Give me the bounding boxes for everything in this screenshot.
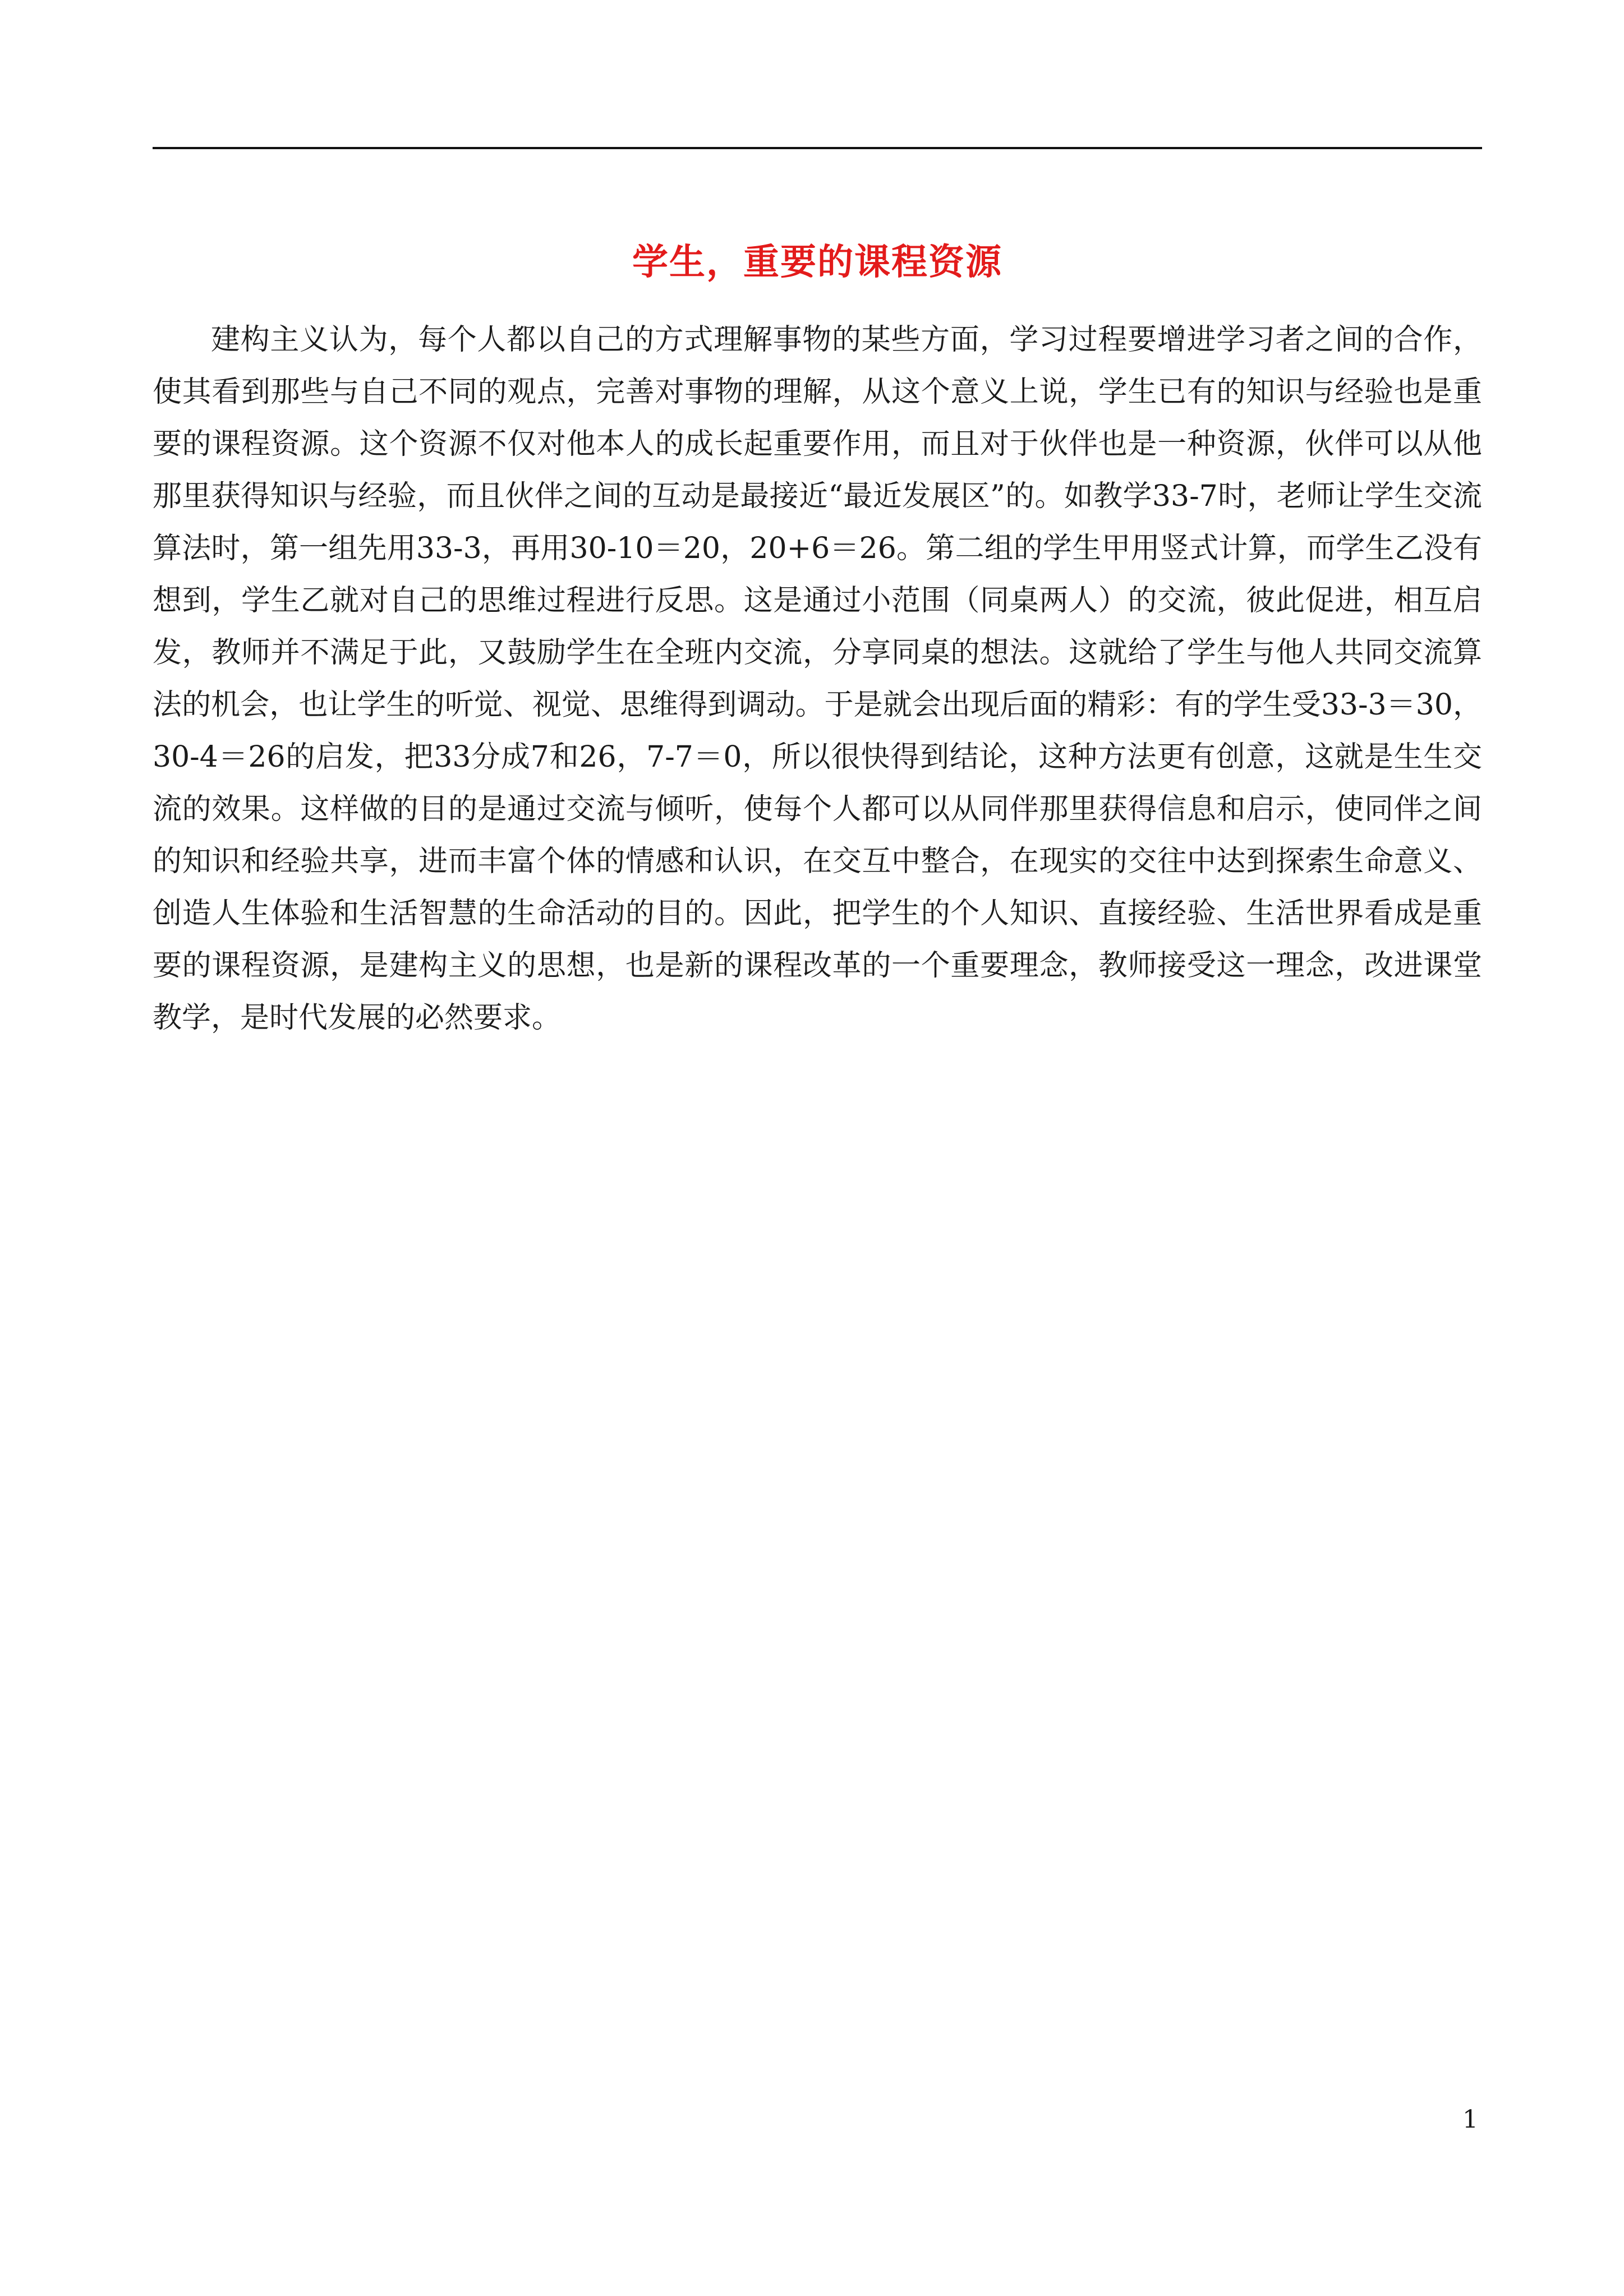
page-number: 1 bbox=[1462, 2105, 1478, 2134]
body-paragraph: 建构主义认为，每个人都以自己的方式理解事物的某些方面，学习过程要增进学习者之间的合作，使其看到那些与自己不同的观点，完善对事物的理解，从这个意义上说，学生已有的知识与经验也是重要的课程资源。这个资源不仅对他本人的成长起重要作用，而且对于伙伴也是一种资源，伙伴可以从他那里获得知识与经验，而且伙伴之间的互动是最接近“最近发展区”的。如教学33-7时，老师让学生交流算法时，第一组先用33-3，再用30-10＝20，20+6＝26。第二组的学生甲用竖式计算，而学生乙没有想到，学生乙就对自己的思维过程进行反思。这是通过小范围（同桌两人）的交流，彼此促进，相互启发，教师并不满足于此，又鼓励学生在全班内交流，分享同桌的想法。这就给了学生与他人共同交流算法的机会，也让学生的听觉、视觉、思维得到调动。于是就会出现后面的精彩：有的学生受33-3＝30，30-4＝26的启发，把33分成7和26，7-7＝0，所以很快得到结论，这种方法更有创意，这就是生生交流的效果。这样做的目的是通过交流与倾听，使每个人都可以从同伴那里获得信息和启示，使同伴之间的知识和经验共享，进而丰富个体的情感和认识，在交互中整合，在现实的交往中达到探索生命意义、创造人生体验和生活智慧的生命活动的目的。因此，把学生的个人知识、直接经验、生活世界看成是重要的课程资源，是建构主义的思想，也是新的课程改革的一个重要理念，教师接受这一理念，改进课堂教学，是时代发展的必然要求。 bbox=[153, 323, 1482, 1035]
document-title: 学生，重要的课程资源 bbox=[632, 241, 1002, 283]
header-rule bbox=[153, 147, 1482, 149]
